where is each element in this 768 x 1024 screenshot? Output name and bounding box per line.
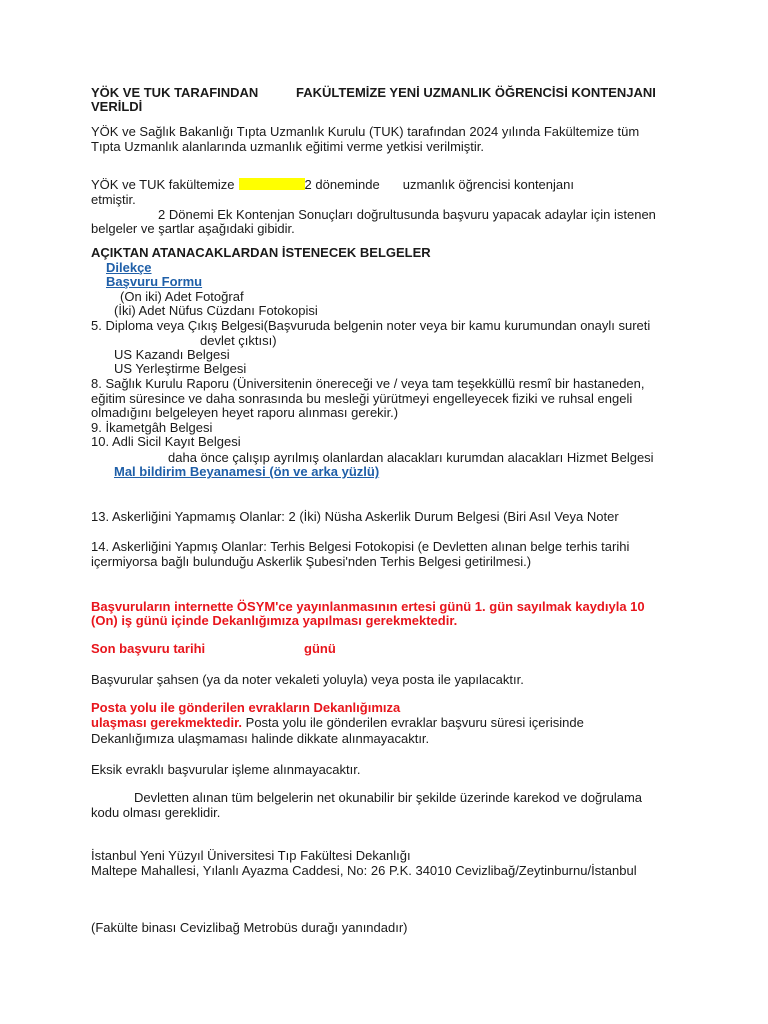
posta-line [91,716,584,731]
address-note: (Fakülte binası Cevizlibağ Metrobüs durağı yanındadır) [91,920,408,935]
devlet-text-1: Devletten alınan tüm belgelerin net okunabilir bir şekilde üzerinde karekod ve doğrulama [134,790,643,805]
highlight-blank [239,178,305,190]
section-title: AÇIKTAN ATANACAKLARDAN İSTENECEK BELGELER [91,245,431,260]
doc-us-yerlestirme: US Yerleştirme Belgesi [114,361,247,376]
posta-black-1: Posta yolu ile gönderilen evraklar başvuru süresi içerisinde [242,715,584,730]
doc-saglik-1: 8. Sağlık Kurulu Raporu (Üniversitenin önereceği ve / veya tam teşekküllü resmî bir hastaneden, [91,376,645,391]
doc-diploma-1: 5. Diploma veya Çıkış Belgesi(Başvuruda belgenin noter veya bir kamu kurumundan onaylı sureti [91,318,651,333]
osym-notice-2: (On) iş günü içinde Dekanlığımıza yapılması gerekmektedir. [91,613,458,628]
posta-black-2: Dekanlığımıza ulaşmaması halinde dikkate alınmayacaktır. [91,731,430,746]
title-part-1: YÖK VE TUK TARAFINDAN [91,85,259,100]
quota-part-b: 2 döneminde [304,177,380,192]
doc-ikamet: 9. İkametgâh Belgesi [91,420,213,435]
doc-askerlik-13: 13. Askerliğini Yapmamış Olanlar: 2 (İki) Nüsha Askerlik Durum Belgesi (Biri Asıl Veya Noter [91,509,619,524]
quota-line-4: belgeler ve şartlar aşağıdaki gibidir. [91,221,295,236]
doc-adli: 10. Adli Sicil Kayıt Belgesi [91,434,241,449]
intro-line-2: Tıpta Uzmanlık alanlarında uzmanlık eğitimi verme yetkisi verilmiştir. [91,139,485,154]
osym-notice-1: Başvuruların internette ÖSYM'ce yayınlanmasının ertesi günü 1. gün sayılmak kaydıyla 10 [91,599,645,614]
doc-us-kazandi: US Kazandı Belgesi [114,347,230,362]
quota-part-c: uzmanlık öğrencisi kontenjanı [402,177,574,192]
doc-saglik-3: olmadığını belgeleyen heyet raporu alınması gerekir.) [91,405,399,420]
address-line-1: İstanbul Yeni Yüzyıl Üniversitesi Tıp Fakültesi Dekanlığı [91,848,411,863]
doc-saglik-2: eğitim süresince ve daha sonrasında bu mesleği yürütmeyi engelleyecek fiziki ve ruhsal engeli [91,391,633,406]
doc-askerlik-14-1: 14. Askerliğini Yapmış Olanlar: Terhis Belgesi Fotokopisi (e Devletten alınan belge terhis tarihi [91,539,630,554]
mal-bildirim-link[interactable]: Mal bildirim Beyanamesi (ön ve arka yüzlü) [114,464,380,479]
intro-line-1: YÖK ve Sağlık Bakanlığı Tıpta Uzmanlık Kurulu (TUK) tarafından 2024 yılında Fakültemize tüm [91,124,640,139]
address-line-2: Maltepe Mahallesi, Yılanlı Ayazma Caddesi, No: 26 P.K. 34010 Cevizlibağ/Zeytinburnu/İstanbul [91,863,637,878]
title-part-2: FAKÜLTEMİZE YENİ UZMANLIK ÖĞRENCİSİ KONTENJANI [296,85,656,100]
doc-foto: (On iki) Adet Fotoğraf [120,289,244,304]
son-basvuru-gunu: günü [304,641,336,656]
quota-line-2: etmiştir. [91,192,136,207]
posta-red-2: ulaşması gerekmektedir. [91,715,243,730]
sahsen-text: Başvurular şahsen (ya da noter vekaleti yoluyla) veya posta ile yapılacaktır. [91,672,524,687]
quota-part-a: YÖK ve TUK fakültemize [91,177,235,192]
doc-hizmet: daha önce çalışıp ayrılmış olanlardan alacakları kurumdan alacakları Hizmet Belgesi [168,450,654,465]
posta-red-1: Posta yolu ile gönderilen evrakların Dekanlığımıza [91,700,401,715]
title-part-3: VERİLDİ [91,99,143,114]
doc-diploma-2: devlet çıktısı) [200,333,277,348]
dilekce-link[interactable]: Dilekçe [106,260,152,275]
quota-line [91,178,574,193]
doc-askerlik-14-2: içermiyorsa bağlı bulunduğu Askerlik Şubesi'nden Terhis Belgesi getirilmesi.) [91,554,532,569]
quota-line-3: 2 Dönemi Ek Kontenjan Sonuçları doğrultusunda başvuru yapacak adaylar için istenen [158,207,656,222]
eksik-text: Eksik evraklı başvurular işleme alınmayacaktır. [91,762,361,777]
doc-nufus: (İki) Adet Nüfus Cüzdanı Fotokopisi [114,303,318,318]
basvuru-formu-link[interactable]: Başvuru Formu [106,274,203,289]
devlet-text-2: kodu olması gereklidir. [91,805,221,820]
son-basvuru-label: Son başvuru tarihi [91,641,206,656]
